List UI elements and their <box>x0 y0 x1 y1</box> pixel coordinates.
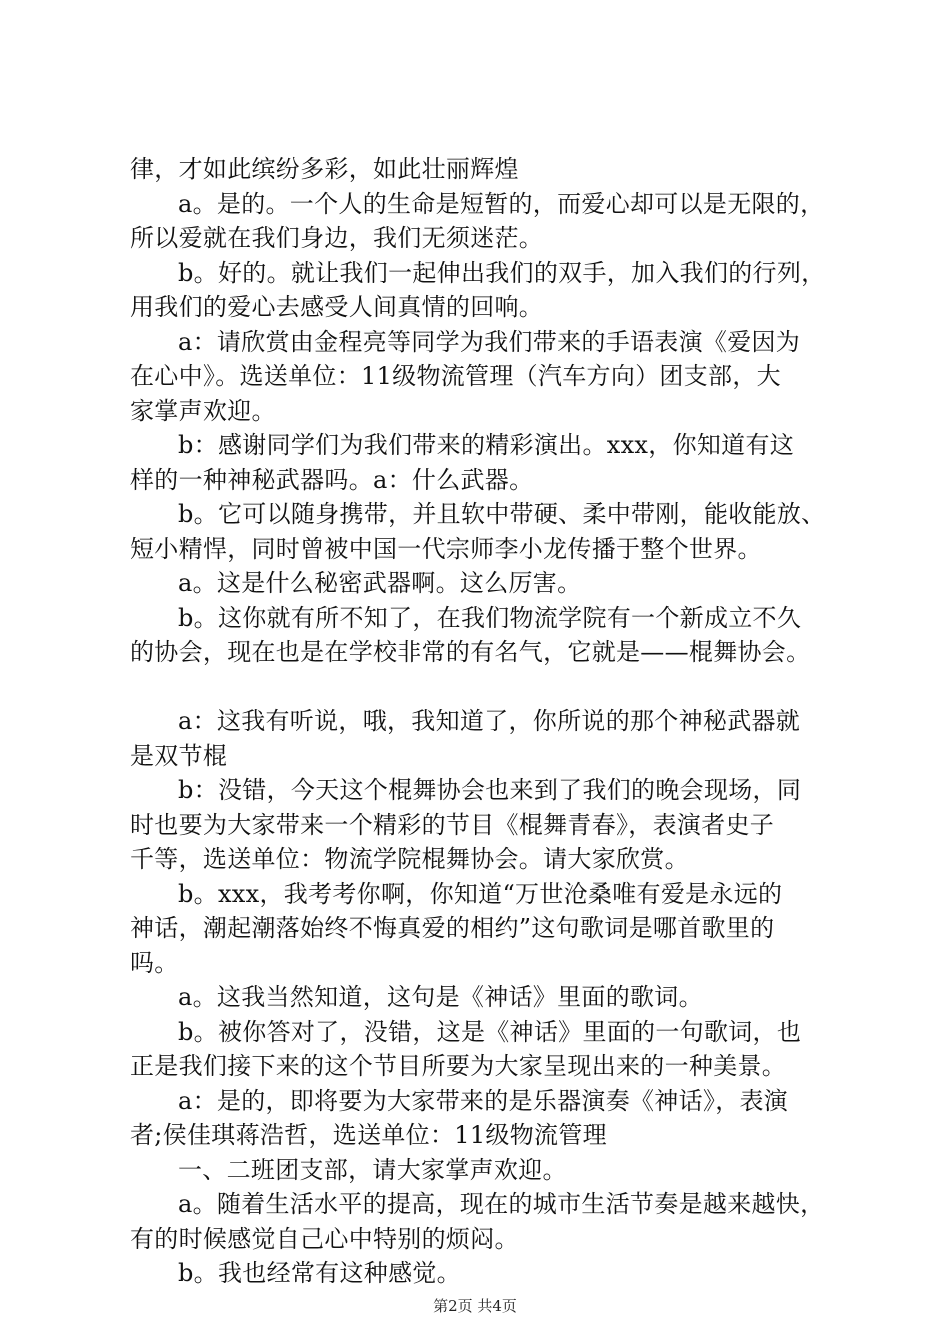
text-line: a。是的。一个人的生命是短暂的，而爱心却可以是无限的， <box>178 189 825 218</box>
text-line: 吗。 <box>130 948 179 977</box>
text-line: 短小精悍，同时曾被中国一代宗师李小龙传播于整个世界。 <box>130 534 762 563</box>
text-line: b：没错，今天这个棍舞协会也来到了我们的晚会现场，同 <box>178 776 802 804</box>
page-footer: 第2页 共4页 <box>433 1297 517 1315</box>
text-line: 是双节棍 <box>130 741 228 770</box>
text-line: b。这你就有所不知了，在我们物流学院有一个新成立不久 <box>178 603 802 632</box>
text-line: b。xxx，我考考你啊，你知道“万世沧桑唯有爱是永远的 <box>178 879 783 908</box>
text-line: a。随着生活水平的提高，现在的城市生活节奏是越来越快， <box>178 1190 825 1218</box>
text-line: 正是我们接下来的这个节目所要为大家呈现出来的一种美景。 <box>130 1052 787 1080</box>
text-line: a。这我当然知道，这句是《神话》里面的歌词。 <box>178 983 703 1011</box>
text-line: 时也要为大家带来一个精彩的节目《棍舞青春》，表演者史子 <box>130 810 775 839</box>
text-line: 家掌声欢迎。 <box>130 396 276 425</box>
blank-line <box>130 670 846 705</box>
text-line: a：请欣赏由金程亮等同学为我们带来的手语表演《爱因为 <box>178 327 801 356</box>
text-line: 样的一种神秘武器吗。a：什么武器。 <box>130 465 534 494</box>
text-line: b。它可以随身携带，并且软中带硬、柔中带刚，能收能放、 <box>178 500 826 528</box>
text-line: 一、二班团支部，请大家掌声欢迎。 <box>178 1155 567 1184</box>
text-line: 者;侯佳琪蒋浩哲，选送单位：11级物流管理 <box>130 1121 607 1149</box>
text-line: 用我们的爱心去感受人间真情的回响。 <box>130 293 544 321</box>
text-line: b。我也经常有这种感觉。 <box>178 1259 461 1287</box>
text-line: b。好的。就让我们一起伸出我们的双手，加入我们的行列， <box>178 258 826 287</box>
text-line: a：这我有听说，哦，我知道了，你所说的那个神秘武器就 <box>178 707 801 735</box>
text-line: 的协会，现在也是在学校非常的有名气，它就是——棍舞协会。 <box>130 638 811 666</box>
text-line: a。这是什么秘密武器啊。这么厉害。 <box>178 569 582 597</box>
text-line: 所以爱就在我们身边，我们无须迷茫。 <box>130 224 544 252</box>
text-line: 在心中》。选送单位：11级物流管理（汽车方向）团支部，大 <box>130 362 781 390</box>
text-line: b。被你答对了，没错，这是《神话》里面的一句歌词，也 <box>178 1017 802 1046</box>
text-line: 神话，潮起潮落始终不悔真爱的相约”这句歌词是哪首歌里的 <box>130 914 775 942</box>
text-line: b：感谢同学们为我们带来的精彩演出。xxx，你知道有这 <box>178 431 795 459</box>
text-line: a：是的，即将要为大家带来的是乐器演奏《神话》，表演 <box>178 1086 789 1115</box>
text-line: 律，才如此缤纷多彩，如此壮丽辉煌 <box>130 155 519 183</box>
text-line: 有的时候感觉自己心中特别的烦闷。 <box>130 1224 519 1253</box>
document-body <box>130 152 846 1291</box>
text-line: 千等，选送单位：物流学院棍舞协会。请大家欣赏。 <box>130 845 689 873</box>
